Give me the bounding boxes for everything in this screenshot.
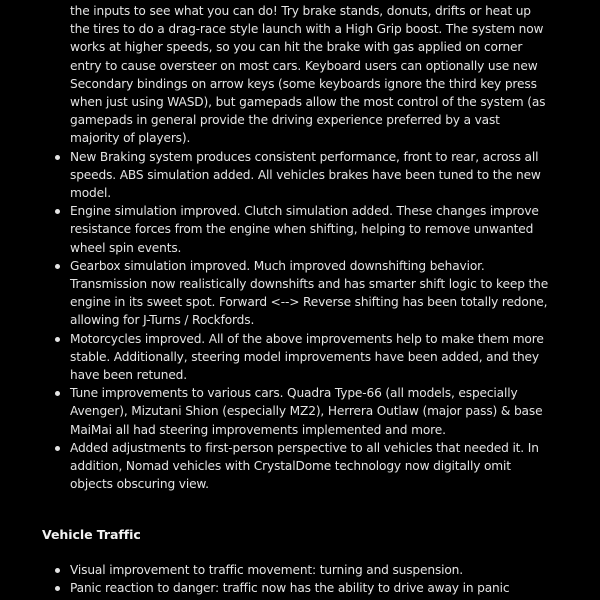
list-item: Visual improvement to traffic movement: turning and suspension.	[0, 561, 550, 579]
vehicle-improvements-list	[0, 148, 550, 494]
list-item: Gearbox simulation improved. Much improved downshifting behavior. Transmission now realistically downshifts and has smarter shift logic to keep the engine in its sweet spot. Forward <--> Reverse shifting has been totally redone, allowing for J-Turns / Rockfords.	[0, 257, 550, 330]
list-item: Motorcycles improved. All of the above improvements help to make them more stable. Additionally, steering model improvements have been added, and they have been retuned.	[0, 330, 550, 385]
list-item: Added adjustments to first-person perspective to all vehicles that needed it. In addition, Nomad vehicles with CrystalDome technology now digitally omit objects obscuring view.	[0, 439, 550, 494]
intro-continued-paragraph: the inputs to see what you can do! Try brake stands, donuts, drifts or heat up the tires to do a drag-race style launch with a High Grip boost. The system now works at higher speeds, so you can hit the brake with gas applied on corner entry to cause oversteer on most cars. Keyboard users can optionally use new Secondary bindings on arrow keys (some keyboards ignore the third key press when just using WASD), but gamepads allow the most control of the system (as gamepads in general provide the driving experience preferred by a vast majority of players).	[70, 4, 546, 146]
list-item: New Braking system produces consistent performance, front to rear, across all speeds. ABS simulation added. All vehicles brakes have been tuned to the new model.	[0, 148, 550, 203]
list-item: Panic reaction to danger: traffic now has the ability to drive away in panic	[0, 579, 550, 597]
list-item: Engine simulation improved. Clutch simulation added. These changes improve resistance forces from the engine when shifting, helping to remove unwanted wheel spin events.	[0, 202, 550, 257]
section-heading-vehicle-traffic: Vehicle Traffic	[42, 527, 141, 542]
vehicle-traffic-list	[0, 561, 550, 597]
list-item: Tune improvements to various cars. Quadra Type-66 (all models, especially Avenger), Mizutani Shion (especially MZ2), Herrera Outlaw (major pass) & base MaiMai all had steering improvements implemented and more.	[0, 384, 550, 439]
